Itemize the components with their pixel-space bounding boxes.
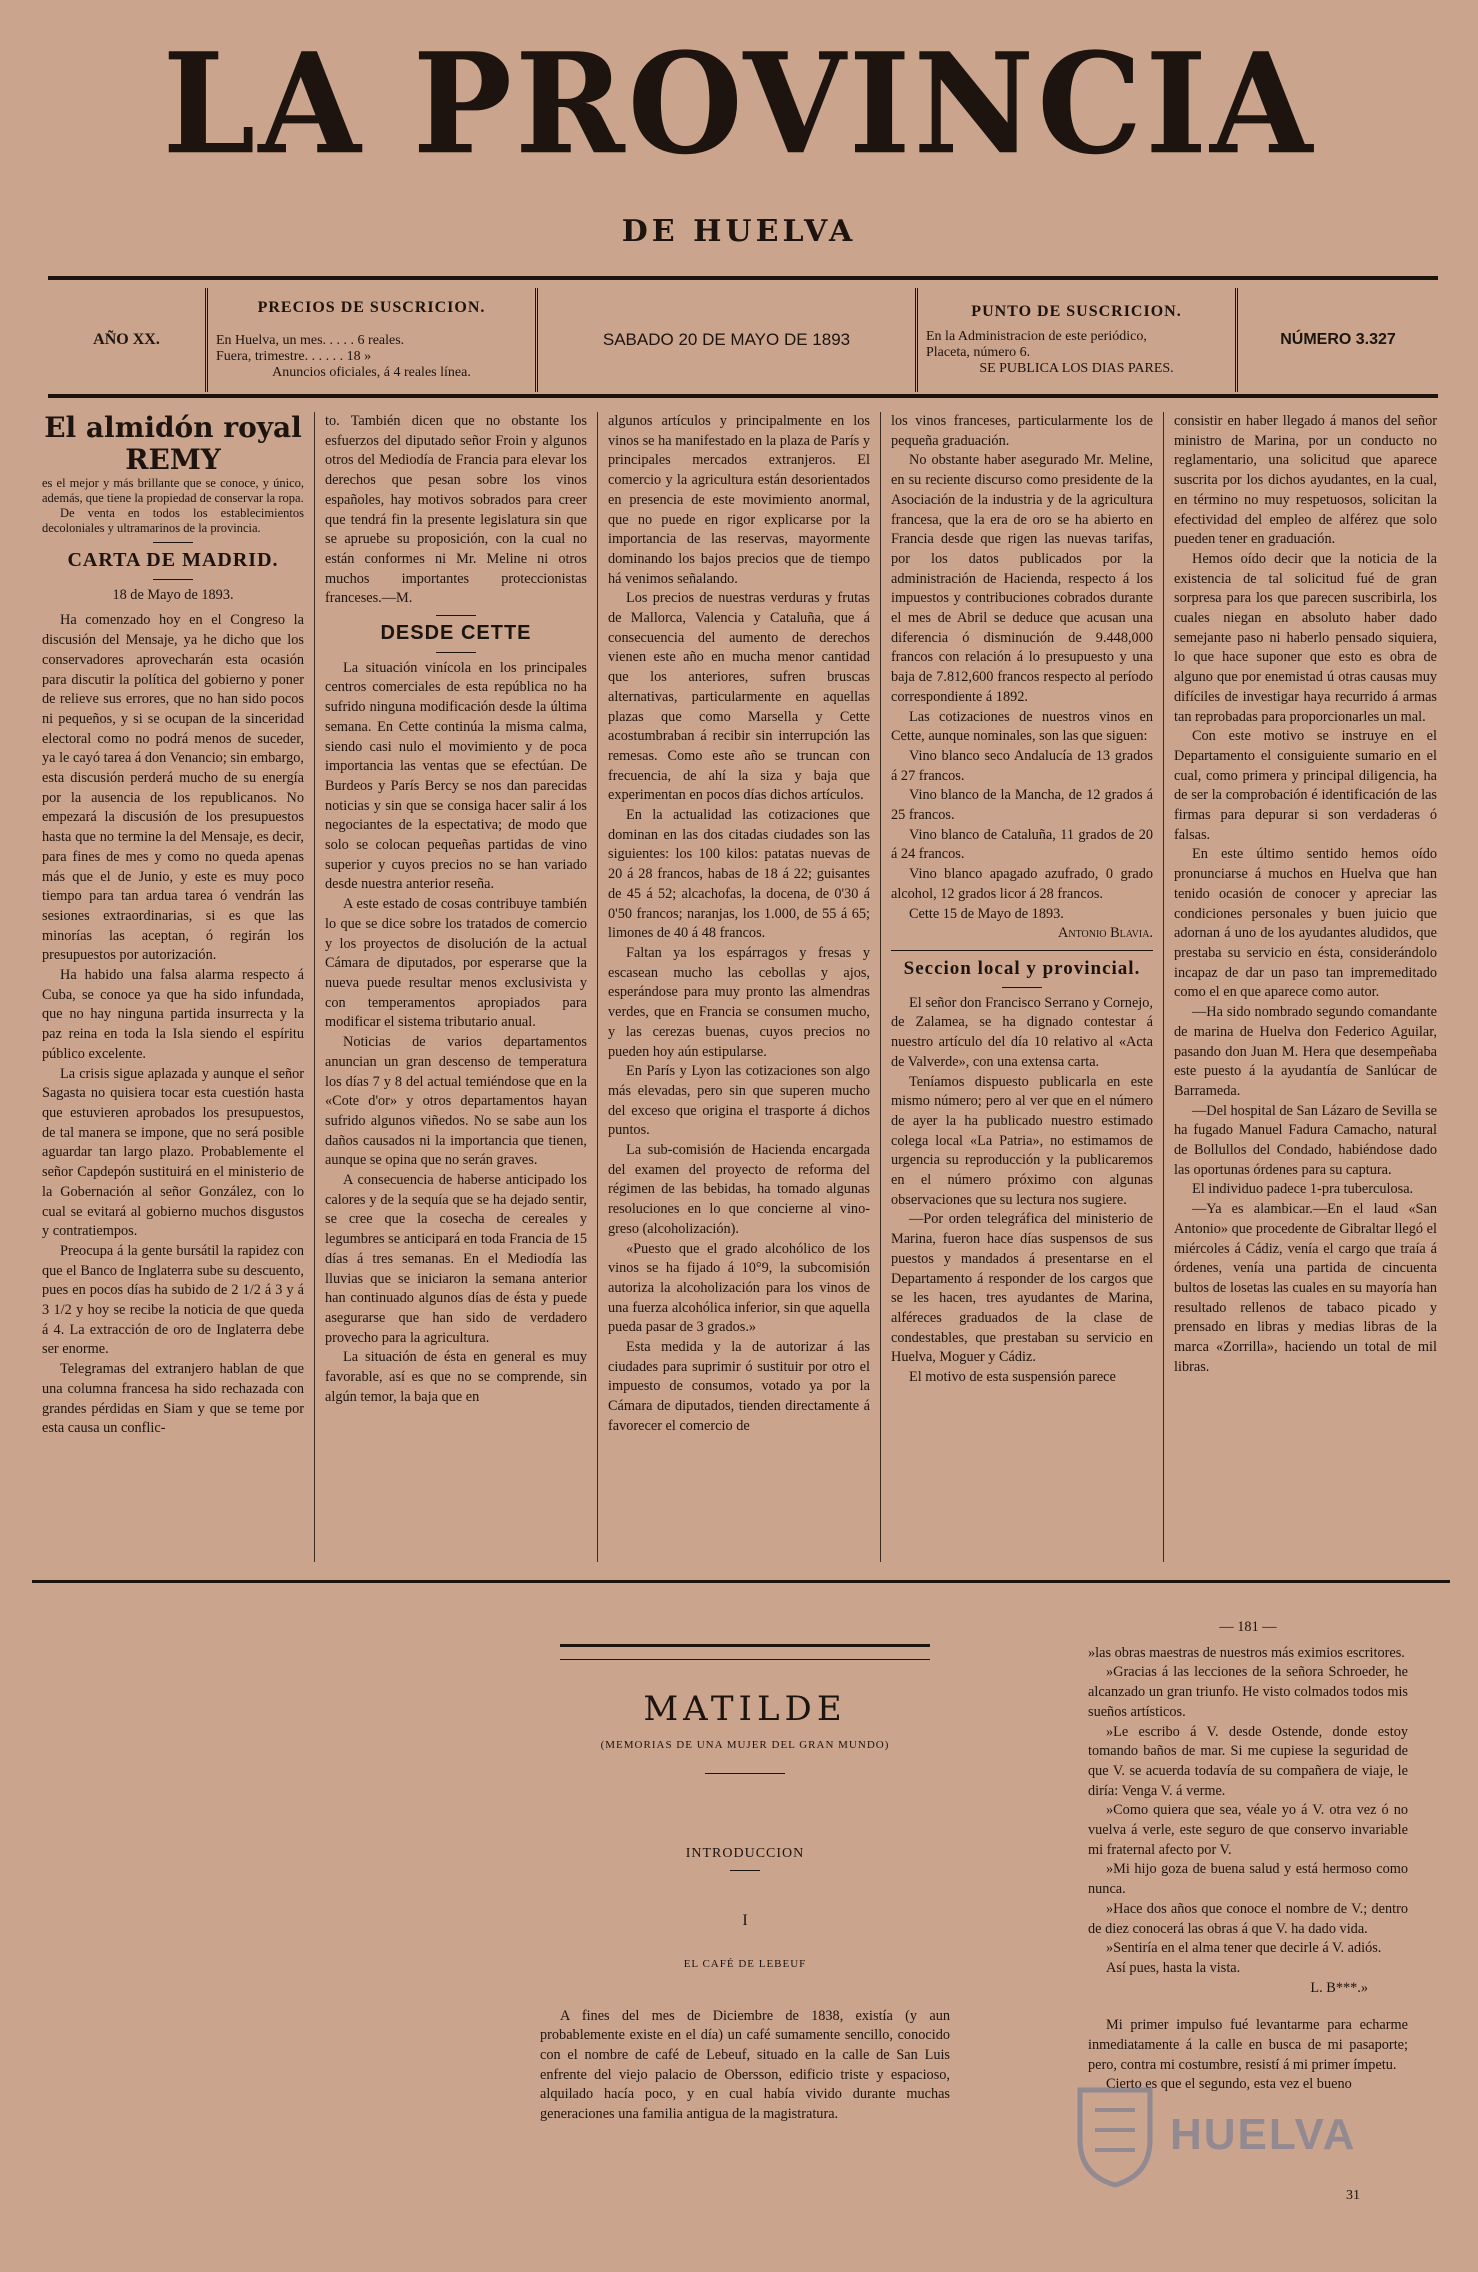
paragraph: El motivo de esta suspensión parece xyxy=(909,1369,1116,1386)
column-5 xyxy=(1164,412,1447,1562)
masthead xyxy=(0,23,1478,249)
stamp-word: HUELVA xyxy=(1170,2110,1357,2159)
paragraph: algunos artículos y principalmente en los vinos se ha manifestado en la plaza de París y principales mercados extranjeros. El comercio y la agricultura están desorientados en presencia de este movimiento anormal, que no puede en rigor explicarse por la importancia de las reservas, mayormente dominando los bajos precios que de tiempo há venimos señalando. xyxy=(608,413,870,587)
point-heading: PUNTO DE SUSCRICION. xyxy=(971,303,1182,320)
paragraph: No obstante haber asegurado Mr. Meline, en su reciente discurso como presidente de la Asociación de la industria y de la agricultura francesa, que la era de oro se ha abierto en Francia desde que rigen las nuevas tarifas, por los datos publicados por la administración de Hacienda, respecto á los impuestos y contribuciones cobrados durante el mes de Abril se deduce que acusan una diferencia ó disminución de 9.448,000 francos con relación á lo presupuesto y una baja de 7.812,600 francos respecto al período correspondiente á 1892. xyxy=(891,452,1153,705)
column-3 xyxy=(598,412,881,1562)
paragraph: —Del hospital de San Lázaro de Sevilla se ha fugado Manuel Fadura Camacho, natural de Bollullos del Condado, habiéndose dado las oportunas órdenes para su captura. xyxy=(1174,1102,1437,1178)
paragraph: Vino blanco seco Andalucía de 13 grados á 27 francos. xyxy=(891,747,1153,784)
section-heading: DESDE CETTE xyxy=(380,622,532,645)
separator xyxy=(1002,987,1042,988)
dateline: Cette 15 de Mayo de 1893. xyxy=(909,905,1064,922)
coat-of-arms-icon xyxy=(1070,2080,1160,2190)
paragraph: En París y Lyon las cotizaciones son algo más elevadas, pero sin que superen mucho del exceso que origina el trasporte á dichos puntos. xyxy=(608,1063,870,1139)
paragraph: Teníamos dispuesto publicarla en este mismo número; pero al ver que en el número de ayer la ha publicado nuestro estimado colega local «La Patria», no estimamos de urgencia su reproducción y la publicaremos en el número próximo con algunas observaciones que su lectura nos sugiere. xyxy=(891,1073,1153,1208)
feuilleton-title: MATILDE xyxy=(643,1689,847,1729)
point-line-1: En la Administracion de este periódico, xyxy=(926,329,1147,344)
paragraph: »Le escribo á V. desde Ostende, donde estoy tomando baños de mar. Si me cupiese la seguridad de que V. se acuerda todavía de su compañera de viaje, le diría: Venga V. á verme. xyxy=(1088,1723,1408,1799)
paragraph: »Gracias á las lecciones de la señora Schroeder, he alcanzado un gran triunfo. He visto colmados todos mis sueños artísticos. xyxy=(1088,1664,1408,1720)
point-line-2: Placeta, número 6. xyxy=(926,345,1031,360)
paragraph: El señor don Francisco Serrano y Cornejo, de Zalamea, se ha dignado contestar á nuestro artículo del día 10 relativo al «Acta de Valverde», con una extensa carta. xyxy=(891,994,1153,1070)
paragraph: »Como quiera que sea, véale yo á V. otra vez ó no vuelva á verle, este seguro de que conservo invariable mi fraternal afecto por V. xyxy=(1088,1802,1408,1858)
column-2 xyxy=(315,412,598,1562)
paragraph: Vino blanco apagado azufrado, 0 grado alcohol, 12 grados licor á 28 francos. xyxy=(891,866,1153,902)
paragraph: A fines del mes de Diciembre de 1838, existía (y aun probablemente existe en el día) un café sumamente sencillo, conocido con el nombre de café de Lebeuf, situado en la calle de San Luis enfrente del viejo palacio de Obersson, edificio triste y espacioso, alquilado hacía poco, y en cual había vivido durante muchas generaciones una familia antigua de la magistratura. xyxy=(540,2007,950,2123)
subscription-point-cell xyxy=(918,288,1238,392)
paragraph: los vinos franceses, particularmente los de pequeña graduación. xyxy=(891,413,1153,449)
separator xyxy=(436,652,476,653)
ad-text-1: es el mejor y más brillante que se conoce, y único, además, que tiene la propiedad de conservar la ropa. xyxy=(42,476,304,505)
dateline: 18 de Mayo de 1893. xyxy=(112,586,234,603)
page-number: — 181 — xyxy=(1219,1619,1277,1635)
paragraph: Vino blanco de Cataluña, 11 grados de 20 á 24 francos. xyxy=(891,826,1153,863)
paragraph: Los precios de nuestras verduras y frutas de Mallorca, Valencia y Cataluña, que á consecuencia del aumento de derechos vienen este año en mucha menor cantidad que los anteriores, sufren bruscas alternativas, particularmente en aquellas plazas que como Marsella y Cette acostumbraban á recibir sin interrupción las remesas. Como este año se truncan con frecuencia, de ahí la siza y baja que experimentan en pocos días dichos artículos. xyxy=(608,590,870,804)
year-label: AÑO XX. xyxy=(93,331,160,348)
separator xyxy=(153,579,193,580)
paragraph: La situación vinícola en los principales centros comerciales de esta república no ha sufrido ninguna modificación desde la última semana. En Cette continúa la misma calma, siendo casi nulo el movimiento y de poca importancia las ventas que se efectúan. De Burdeos y París Bercy se nos dan parecidas noticias y sin que se consiga hacer salir á los negociantes de la espectativa; de modo que solo se colocan pequeñas partidas de vino superior y cuyos precios no se han variado desde nuestra anterior reseña. xyxy=(325,659,587,893)
paragraph: Las cotizaciones de nuestros vinos en Cette, aunque nominales, son las que siguen: xyxy=(891,708,1153,745)
feuilleton-right-column xyxy=(1088,1618,1408,2095)
paragraph: »Mi hijo goza de buena salud y está hermoso como nunca. xyxy=(1088,1861,1408,1898)
top-rule xyxy=(48,276,1438,280)
info-bottom-rule xyxy=(48,394,1438,398)
issue-date: SABADO 20 DE MAYO DE 1893 xyxy=(602,330,851,349)
paragraph: —Por orden telegráfica del ministerio de Marina, fueron hace días suspensos de sus puestos y mandados á presentarse en el Departamento á responder de los cargos que se les hacen, tres ayudantes de Marina, alféreces graduados de la clase de condestables, que prestaban su servicio en Huelva, Moguer y Cádiz. xyxy=(891,1211,1153,1366)
year-cell xyxy=(48,288,208,392)
prices-heading: PRECIOS DE SUSCRICION. xyxy=(257,299,486,316)
prices-cell xyxy=(208,288,538,392)
paragraph: —Ha sido nombrado segundo comandante de marina de Huelva don Federico Aguilar, pasando don Juan M. Hera que desempeñaba este puesto á la ayudantía de Sanlúcar de Barrameda. xyxy=(1174,1004,1437,1099)
folletin-divider xyxy=(32,1580,1450,1583)
paragraph: El individuo padece 1-pra tuberculosa. xyxy=(1192,1181,1414,1198)
paragraph: —Ya es alambicar.—En el laud «San Antonio» que procedente de Gibraltar llegó el miércoles á Cádiz, venía el cargo que traía á órdenes, venía una partida de cincuenta bultos de losetas las cuales en su mayoría han resultado rellenos de tabaco picado y prensado en libras y medias libras de la marca «Zorrilla», haciendo un total de mil libras. xyxy=(1174,1201,1437,1375)
column-4 xyxy=(881,412,1164,1562)
paragraph: Preocupa á la gente bursátil la rapidez con que el Banco de Inglaterra sube su descuento, pues en pocos días ha subido de 2 1/2 á 3 y á 3 1/2 y hoy se recibe la noticia de que queda á 4. La extracción de oro de Inglaterra debe ser enorme. xyxy=(42,1242,304,1358)
paragraph: »Sentiría en el alma tener que decirle á V. adiós. xyxy=(1106,1940,1382,1957)
paragraph: Telegramas del extranjero hablan de que una columna francesa ha sido rechazada con grandes pérdidas en Siam y que se teme por esta causa un conflic- xyxy=(42,1361,304,1437)
paragraph: Faltan ya los espárragos y fresas y escasean mucho las cebollas y ajos, esperándose para muy pronto las almendras verdes, que en Francia se consumen mucho, y las cerezas buenas, cuyos precios no pueden hoy aún estipularse. xyxy=(608,944,870,1060)
prices-line-3: Anuncios oficiales, á 4 reales línea. xyxy=(272,365,471,380)
paragraph: Ha habido una falsa alarma respecto á Cuba, se conoce ya que ha sido infundada, que no hay ninguna partida insurrecta y la paz reina en toda la Isla siendo el espíritu público excelente. xyxy=(42,967,304,1062)
signature: L. B***.» xyxy=(1310,1979,1368,1996)
issue-number: NÚMERO 3.327 xyxy=(1280,331,1396,348)
paragraph: En la actualidad las cotizaciones que dominan en las dos citadas ciudades son las siguientes: los 100 kilos: patatas nuevas de 20 á 28 francos, habas de 18 á 22; guisantes de 45 á 52; alcachofas, la docena, de 0'30 á 0'50 francos; naranjas, los 1.000, de 55 á 65; limones de 40 á 48 francos. xyxy=(608,807,870,942)
paragraph: La situación de ésta en general es muy favorable, así es que no se comprende, sin algún temor, la baja que en xyxy=(325,1349,587,1405)
paragraph: La sub-comisión de Hacienda encargada del examen del proyecto de reforma del régimen de las bebidas, ha tomado algunas resoluciones en lo que concierne al vino-greso (alcoholización). xyxy=(608,1142,870,1237)
separator xyxy=(730,1870,760,1871)
number-cell xyxy=(1238,288,1438,392)
separator xyxy=(891,950,1153,951)
paragraph: Vino blanco de la Mancha, de 12 grados á 25 francos. xyxy=(891,787,1153,824)
paragraph: En este último sentido hemos oído pronunciarse á muchos en Huelva que han tenido ocasión de conocer y apreciar las condiciones personales y buen juicio que adornan á uno de los ayudantes aludidos, que prestaba su servicio en ésta, considerándolo incapaz de dar un paso tan impremeditado como el en que aparece como autor. xyxy=(1174,846,1437,1001)
ad-text-2: De venta en todos los establecimientos decoloniales y ultramarinos de la provincia. xyxy=(42,506,304,535)
newspaper-subtitle: DE HUELVA xyxy=(621,214,857,249)
paragraph: «Puesto que el grado alcohólico de los vinos se ha fijado á 10°9, la subcomisión autoriza la alcoholización para los vinos de una fuerza alcohólica inferior, sin que aquella pueda pasar de 3 grados.» xyxy=(608,1240,870,1336)
chapter-title: EL CAFÉ DE LEBEUF xyxy=(683,1957,807,1970)
folio-number: 31 xyxy=(1346,2188,1360,2203)
paragraph: consistir en haber llegado á manos del señor ministro de Marina, por un conducto no reglamentario, una solicitud que aparece suscrita por los dichos ayudantes, en la cual, en término no muy respetuosos, solicitan la efectividad del empleo de alférez que solo pueden tener en graduación. xyxy=(1174,413,1437,548)
signature: Antonio Blavia. xyxy=(1058,925,1153,942)
section-heading: CARTA DE MADRID. xyxy=(67,549,279,571)
paragraph: Ha comenzado hoy en el Congreso la discusión del Mensaje, ya he dicho que los conservadores aprovecharán esta ocasión para discutir la política del gobierno y poner de relieve sus errores, que no han sido pocos ni pequeños, y si se ocupan de la sinceridad electoral como no podrá menos de suceder, ya le cayó tarea á don Venancio; sin embargo, esta discusión perderá mucho de su energía por la ausencia de los republicanos. No empezará la discusión de los presupuestos hasta que no termine la del Mensaje, es decir, para fines de mes y como no queda apenas más que el de Junio, y este es muy poco tiempo para tan ardua tarea ó vendrán las sesiones extraordinarias, si es que las minorías las aceptan, ó regirán los presupuestos por autorización. xyxy=(42,612,304,964)
ad-title: El almidón royal REMY xyxy=(44,412,302,476)
chapter-number: I xyxy=(742,1912,748,1930)
separator xyxy=(153,542,193,543)
paragraph: A este estado de cosas contribuye también lo que se dice sobre los tratados de comercio y los proyectos de disolución de la actual Cámara de diputados, por esperarse que la nueva puede resultar menos exclusivista y con temperamentos apropiados para modificar el sistema tributario anual. xyxy=(325,896,587,1031)
paragraph: A consecuencia de haberse anticipado los calores y de la sequía que se ha dejado sentir, se cree que la cosecha de cereales y legumbres se anticipará en toda Francia de 15 días á tres semanas. En el Mediodía las lluvias que se iniciaron la semana anterior han continuado algunos días de ésta y puede asegurarse que han sido de verdadero provecho para la agricultura. xyxy=(325,1172,587,1346)
prices-line-2: Fuera, trimestre. . . . . . 18 » xyxy=(216,349,372,364)
paragraph: Noticias de varios departamentos anuncian un gran descenso de temperatura los días 7 y 8 del actual temiéndose que en la «Cote d'or» y otros departamentos hayan sufrido algunos viñedos. No se sabe aun los daños causados ni la importancia que tienen, aunque se opina que no serán graves. xyxy=(325,1034,587,1169)
paragraph: Cierto es que el segundo, esta vez el bueno xyxy=(1106,2076,1352,2093)
paragraph: »las obras maestras de nuestros más eximios escritores. xyxy=(1088,1644,1405,1661)
prices-line-1: En Huelva, un mes. . . . . 6 reales. xyxy=(216,333,405,348)
column-1 xyxy=(32,412,315,1562)
paragraph: Esta medida y la de autorizar á las ciudades para suprimir ó sustituir por otro el impuesto de consumos, votado ya por la Cámara de diputados, tienden directamente á favorecer el comercio de xyxy=(608,1339,870,1434)
point-line-3: SE PUBLICA LOS DIAS PARES. xyxy=(979,361,1174,376)
feuilleton-text xyxy=(540,2007,950,2125)
paragraph: Mi primer impulso fué levantarme para echarme inmediatamente á la calle en busca de mi pasaporte; pero, contra mi costumbre, resistí á mi primer ímpetu. xyxy=(1088,2017,1408,2073)
feuilleton-introduction: INTRODUCCION xyxy=(685,1846,805,1862)
newspaper-title: LA PROVINCIA xyxy=(162,23,1316,186)
feuilleton xyxy=(540,1640,950,2125)
paragraph: La crisis sigue aplazada y aunque el señor Sagasta no quisiera tocar esta cuestión hasta que estuvieren aprobados los presupuestos, de tal manera se impone, que no será posible aguardar tan largo plazo. Probablemente el señor Capdepón sustituirá en el ministerio de la Gobernación al señor González, con lo cual se evitará al gobierno muchos disgustos y contratiempos. xyxy=(42,1065,304,1240)
paragraph: Con este motivo se instruye en el Departamento el consiguiente sumario en el cual, como primera y principal diligencia, ha de ser la comprobación é identificación de las firmas para depurar si son verdaderas ó falsas. xyxy=(1174,728,1437,843)
paragraph: to. También dicen que no obstante los esfuerzos del diputado señor Froin y algunos otros del Mediodía de Francia para elevar los derechos que pesan sobre los vinos españoles, hay motivos sobrados para creer que tendrá fin la presente legislatura sin que se apruebe su proposición, con la cual no están conformes ni Mr. Meline ni otros muchos importantes proteccionistas franceses.—M. xyxy=(325,413,587,607)
paragraph: »Hace dos años que conoce el nombre de V.; dentro de diez conocerá las obras á que V. ha dado vida. xyxy=(1088,1900,1408,1937)
archive-stamp xyxy=(1070,2070,1420,2200)
section-heading: Seccion local y provincial. xyxy=(903,957,1141,979)
main-columns xyxy=(32,412,1450,1562)
paragraph: Así pues, hasta la vista. xyxy=(1106,1959,1241,1976)
feuilleton-header xyxy=(540,1689,950,1975)
paragraph: Hemos oído decir que la noticia de la existencia de tal solicitud fué de gran sorpresa para los que parecen suscribirla, los cuales niegan en absoluto haber dado semejante paso ni haberlo pensado siquiera, lo que hace suponer que esto es obra de alguno que por enemistad ú otras causas muy difíciles de investigar haya recurrido á armas tan reprobadas para proporcionarles un mal. xyxy=(1174,550,1437,725)
date-cell xyxy=(538,288,918,392)
feuilleton-subtitle: (MEMORIAS DE UNA MUJER DEL GRAN MUNDO) xyxy=(600,1738,890,1751)
info-bar xyxy=(48,288,1438,392)
separator xyxy=(436,615,476,616)
separator xyxy=(705,1773,785,1774)
